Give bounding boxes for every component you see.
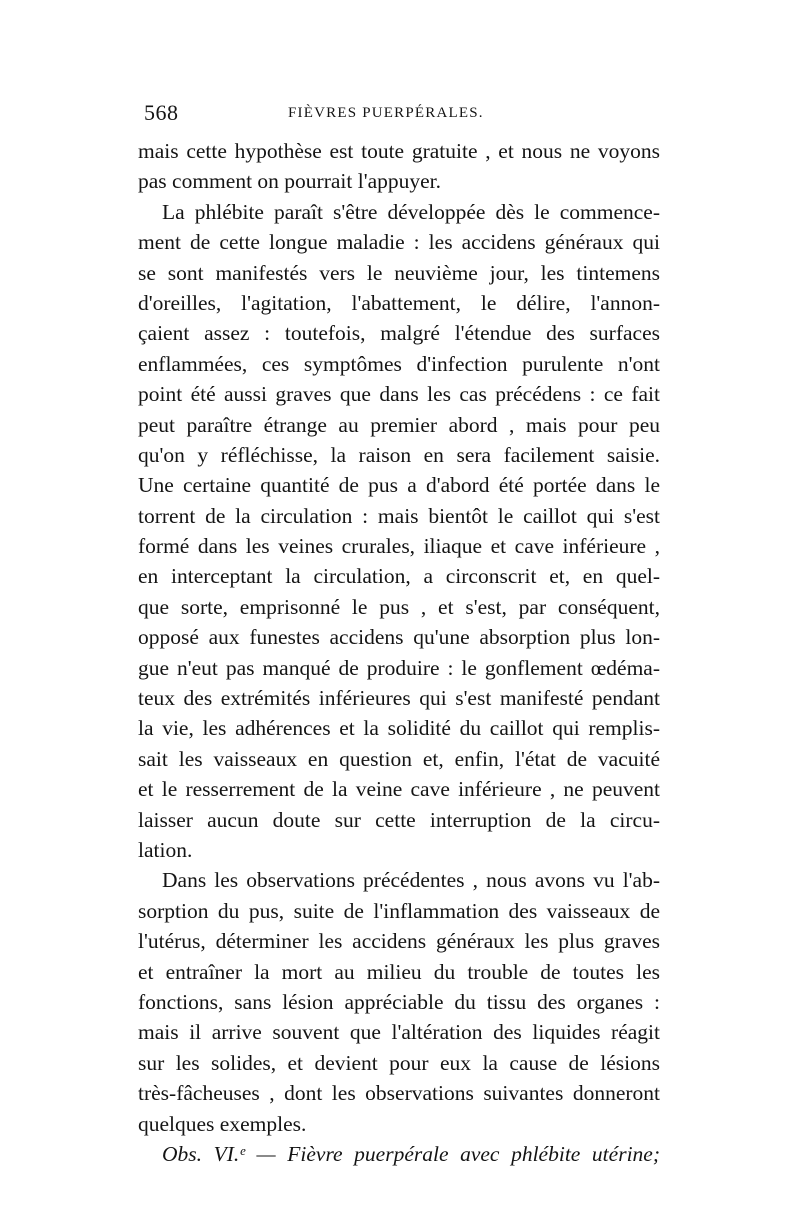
- observation-heading: Obs. VI.ᵉ — Fièvre puerpérale avec phlébite utérine;: [162, 1141, 660, 1166]
- text-line: que sorte, emprisonné le pus , et s'est, par conséquent,: [138, 594, 660, 619]
- text-line: formé dans les veines crurales, iliaque et cave inférieure ,: [138, 534, 660, 559]
- text-line: qu'on y réfléchisse, la raison en sera facilement saisie.: [138, 442, 660, 467]
- text-line: torrent de la circulation : mais bientôt le caillot qui s'est: [138, 503, 660, 528]
- text-line: sait les vaisseaux en question et, enfin, l'état de vacuité: [138, 746, 660, 771]
- text-line: pas comment on pourrait l'appuyer.: [138, 169, 442, 194]
- text-line: quelques exemples.: [138, 1111, 307, 1136]
- text-line: gue n'eut pas manqué de produire : le gonflement œdéma-: [138, 655, 660, 680]
- text-line: enflammées, ces symptômes d'infection purulente n'ont: [138, 351, 660, 376]
- text-line: sorption du pus, suite de l'inflammation des vaisseaux de: [138, 898, 660, 923]
- text-line: opposé aux funestes accidens qu'une absorption plus lon-: [138, 625, 660, 650]
- text-line: Dans les observations précédentes , nous avons vu l'ab-: [162, 868, 660, 893]
- text-line: laisser aucun doute sur cette interruption de la circu-: [138, 807, 660, 832]
- text-line: et entraîner la mort au milieu du trouble de toutes les: [138, 959, 660, 984]
- page-header: [144, 100, 664, 124]
- text-line: d'oreilles, l'agitation, l'abattement, le délire, l'annon-: [138, 290, 660, 315]
- text-line: très-fâcheuses , dont les observations suivantes donneront: [138, 1081, 660, 1106]
- page-number: 568: [144, 100, 179, 125]
- text-line: La phlébite paraît s'être développée dès le commence-: [162, 199, 660, 224]
- text-line: se sont manifestés vers le neuvième jour, les tintemens: [138, 260, 660, 285]
- text-line: et le resserrement de la veine cave inférieure , ne peuvent: [138, 777, 660, 802]
- text-line: en interceptant la circulation, a circonscrit et, en quel-: [138, 564, 660, 589]
- text-line: Une certaine quantité de pus a d'abord été portée dans le: [138, 473, 660, 498]
- text-line: mais il arrive souvent que l'altération des liquides réagit: [138, 1020, 660, 1045]
- text-line: ment de cette longue maladie : les accidens généraux qui: [138, 230, 660, 255]
- text-line: l'utérus, déterminer les accidens généraux les plus graves: [138, 929, 660, 954]
- text-line: sur les solides, et devient pour eux la cause de lésions: [138, 1050, 660, 1075]
- running-title: FIÈVRES PUERPÉRALES.: [288, 105, 484, 121]
- text-line: çaient assez : toutefois, malgré l'étendue des surfaces: [138, 321, 660, 346]
- text-line: point été aussi graves que dans les cas précédens : ce fait: [138, 382, 660, 407]
- text-line: mais cette hypothèse est toute gratuite , et nous ne voyons: [138, 139, 660, 163]
- text-line: teux des extrémités inférieures qui s'est manifesté pendant: [138, 686, 660, 711]
- text-line: fonctions, sans lésion appréciable du tissu des organes :: [138, 989, 660, 1014]
- text-line: lation.: [138, 837, 193, 862]
- body-text: [138, 136, 660, 1169]
- text-line: peut paraître étrange au premier abord , mais pour peu: [138, 412, 660, 437]
- text-line: la vie, les adhérences et la solidité du caillot qui remplis-: [138, 716, 660, 741]
